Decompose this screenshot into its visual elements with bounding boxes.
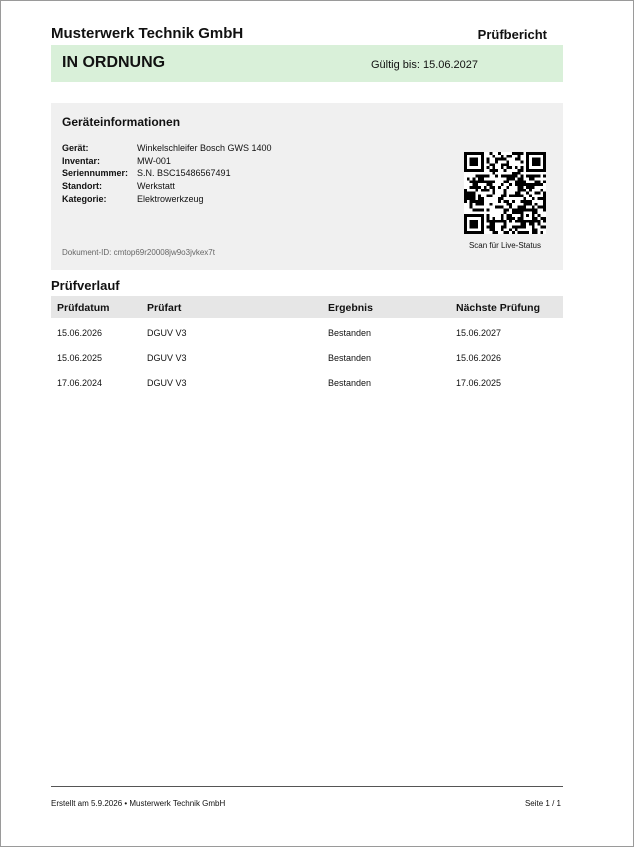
info-value: Elektrowerkzeug — [137, 194, 204, 204]
table-body — [51, 318, 563, 395]
status-label: IN ORDNUNG — [62, 54, 166, 71]
history-table — [51, 296, 563, 395]
table-header — [51, 296, 563, 318]
qr-code-icon[interactable] — [464, 152, 546, 234]
table-cell: 15.06.2025 — [57, 353, 103, 363]
valid-until: Gültig bis: 15.06.2027 — [371, 59, 479, 71]
info-key: Seriennummer: — [62, 168, 129, 178]
device-info-title: Geräteinformationen — [62, 115, 181, 129]
footer-created: Erstellt am 5.9.2026 • Musterwerk Technik GmbH — [51, 799, 226, 808]
table-cell: DGUV V3 — [147, 328, 187, 338]
info-key: Standort: — [62, 181, 102, 191]
table-row — [51, 370, 563, 395]
table-row — [51, 345, 563, 370]
table-cell: DGUV V3 — [147, 353, 187, 363]
document-type: Prüfbericht — [477, 27, 547, 42]
table-cell: 17.06.2025 — [456, 378, 502, 388]
table-cell: DGUV V3 — [147, 378, 187, 388]
history-title: Prüfverlauf — [51, 278, 120, 293]
table-cell: 15.06.2026 — [456, 353, 502, 363]
table-row — [51, 320, 563, 345]
qr-caption: Scan für Live-Status — [468, 241, 542, 250]
status-banner — [51, 45, 563, 82]
table-cell: 15.06.2027 — [456, 328, 502, 338]
info-value: Winkelschleifer Bosch GWS 1400 — [137, 143, 272, 153]
table-cell: Bestanden — [328, 328, 372, 338]
column-header: Prüfart — [147, 302, 182, 314]
table-cell: 17.06.2024 — [57, 378, 103, 388]
table-cell: 15.06.2026 — [57, 328, 103, 338]
report-header — [51, 25, 563, 45]
device-info-card — [51, 103, 563, 270]
page-number: Seite 1 / 1 — [524, 799, 561, 808]
info-key: Kategorie: — [62, 194, 107, 204]
column-header: Prüfdatum — [57, 302, 110, 314]
info-value: MW-001 — [137, 156, 171, 166]
info-value: Werkstatt — [137, 181, 175, 191]
column-header: Ergebnis — [328, 302, 373, 314]
info-key: Inventar: — [62, 156, 101, 166]
table-cell: Bestanden — [328, 378, 372, 388]
column-header: Nächste Prüfung — [456, 302, 541, 314]
document-id: Dokument-ID: cmtop69r20008jw9o3jvkex7t — [62, 248, 215, 257]
footer-divider — [51, 786, 563, 787]
info-value: S.N. BSC15486567491 — [137, 168, 231, 178]
info-key: Gerät: — [62, 143, 89, 153]
table-cell: Bestanden — [328, 353, 372, 363]
company-name: Musterwerk Technik GmbH — [51, 25, 244, 42]
